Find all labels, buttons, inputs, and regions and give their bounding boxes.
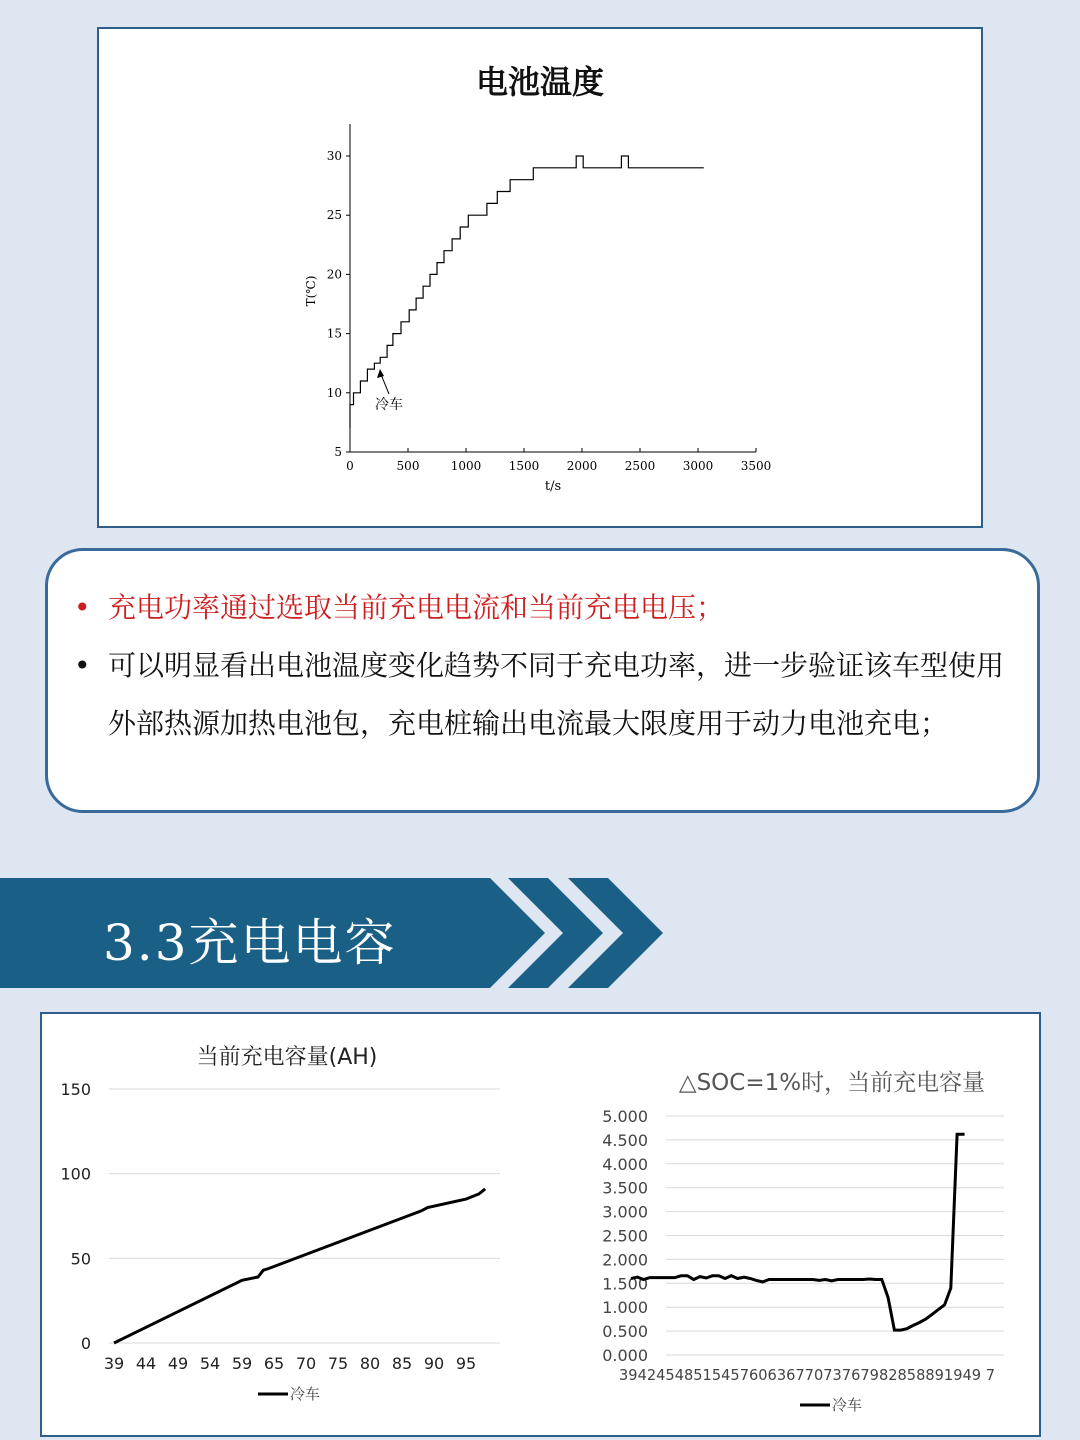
- chart2-x-tick-label: 59: [231, 1354, 253, 1373]
- section-title: 3.3充电电容: [103, 914, 397, 972]
- chart3-y-tick-label: 4.500: [602, 1130, 648, 1150]
- chart3-y-tick-label: 2.000: [602, 1250, 648, 1270]
- bullet-text: 可以明显看出电池温度变化趋势不同于充电功率，进一步验证该车型使用外部热源加热电池包，充电桩输出电流最大限度用于动力电池充电；: [108, 649, 1005, 740]
- chart2-x-tick-label: 85: [391, 1354, 413, 1373]
- chart2-x-tick-label: 70: [295, 1354, 317, 1373]
- chart3-legend-label: 冷车: [832, 1396, 863, 1414]
- current-capacity-chart: [42, 1014, 542, 1435]
- chart2-x-tick-label: 90: [423, 1354, 445, 1373]
- chart1-y-tick-label: 5: [334, 445, 342, 459]
- chart2-legend-label: 冷车: [290, 1385, 321, 1403]
- chart1-x-axis-label: t/s: [544, 479, 562, 494]
- delta-soc-capacity-chart: [542, 1014, 1039, 1435]
- chart1-axes: [350, 124, 756, 452]
- chart1-x-tick-label: 1500: [508, 459, 540, 473]
- bullet-item: [74, 637, 1014, 753]
- chart1-x-tick-label: 3000: [682, 459, 714, 473]
- chart2-x-ticks: [104, 1354, 476, 1373]
- chart1-x-tick-label: 1000: [450, 459, 482, 473]
- chart3-y-tick-label: 1.500: [602, 1274, 648, 1294]
- chart1-y-tick-label: 25: [326, 208, 342, 223]
- bullet-dot: •: [74, 591, 91, 624]
- chart2-x-tick-label: 49: [167, 1354, 189, 1373]
- chart2-x-tick-label: 75: [327, 1354, 349, 1373]
- chart3-x-tick-labels: 394245485154576063677073767982858891949 7: [619, 1366, 995, 1384]
- chart3-y-tick-label: 4.000: [602, 1154, 648, 1174]
- chart2-title: 当前充电容量(AH): [196, 1045, 378, 1070]
- chart1-y-axis-label: T(℃): [304, 275, 318, 307]
- chart1-y-tick-label: 30: [326, 149, 342, 163]
- chart1-x-tick-label: 0: [346, 459, 354, 473]
- chart2-x-tick-label: 80: [359, 1354, 381, 1373]
- chart3-y-tick-label: 5.000: [602, 1107, 648, 1126]
- chart3-y-ticks: [602, 1107, 648, 1365]
- bullet-item: [74, 579, 1014, 637]
- chart2-y-tick-label: 0: [80, 1334, 91, 1353]
- chart2-x-tick-label: 54: [199, 1354, 221, 1373]
- chart2-y-ticks: [60, 1080, 91, 1353]
- charge-capacity-charts: [40, 1012, 1041, 1437]
- chart1-y-tick-label: 10: [326, 385, 342, 400]
- chart2-x-tick-label: 44: [135, 1354, 157, 1373]
- chart1-y-tick-label: 15: [326, 326, 342, 341]
- chart3-y-tick-label: 1.000: [602, 1298, 648, 1318]
- bullet-dot: •: [74, 649, 91, 682]
- chart2-series-line: [114, 1189, 485, 1343]
- chart2-x-tick-label: 95: [455, 1354, 477, 1373]
- chart1-x-tick-label: 2500: [624, 459, 656, 473]
- chart1-title: 电池温度: [475, 63, 604, 101]
- bullet-text: 充电功率通过选取当前充电电流和当前充电电压；: [108, 591, 725, 624]
- chart1-y-tick-label: 20: [326, 267, 342, 282]
- chart3-y-tick-label: 0.500: [602, 1322, 648, 1342]
- chart3-title: △SOC=1%时，当前充电容量: [678, 1070, 986, 1096]
- chart1-annotation: 冷车: [375, 397, 403, 413]
- chart1-x-tick-label: 2000: [566, 459, 598, 473]
- chart1-annotation-arrowhead: [377, 369, 384, 378]
- chart3-y-tick-label: 2.500: [602, 1226, 648, 1246]
- chart3-y-tick-label: 0.000: [602, 1346, 648, 1365]
- chart2-x-tick-label: 65: [263, 1354, 285, 1373]
- chart2-y-tick-label: 50: [70, 1249, 91, 1269]
- chart1-plot: [99, 29, 981, 526]
- chart1-x-tick-label: 3500: [740, 459, 772, 473]
- chart3-y-tick-label: 3.500: [602, 1178, 648, 1198]
- chart1-x-tick-label: 500: [396, 459, 420, 473]
- chart2-y-tick-label: 100: [60, 1164, 91, 1184]
- chart3-y-tick-label: 3.000: [602, 1202, 648, 1222]
- chart1-y-ticks: [327, 149, 350, 459]
- chart2-gridlines: [109, 1089, 500, 1343]
- bullet-points-box: [45, 548, 1040, 813]
- chart2-x-tick-label: 39: [103, 1354, 125, 1373]
- chart1-series-line: [350, 156, 704, 428]
- battery-temperature-chart: [97, 27, 983, 528]
- chart2-y-tick-label: 150: [60, 1080, 91, 1099]
